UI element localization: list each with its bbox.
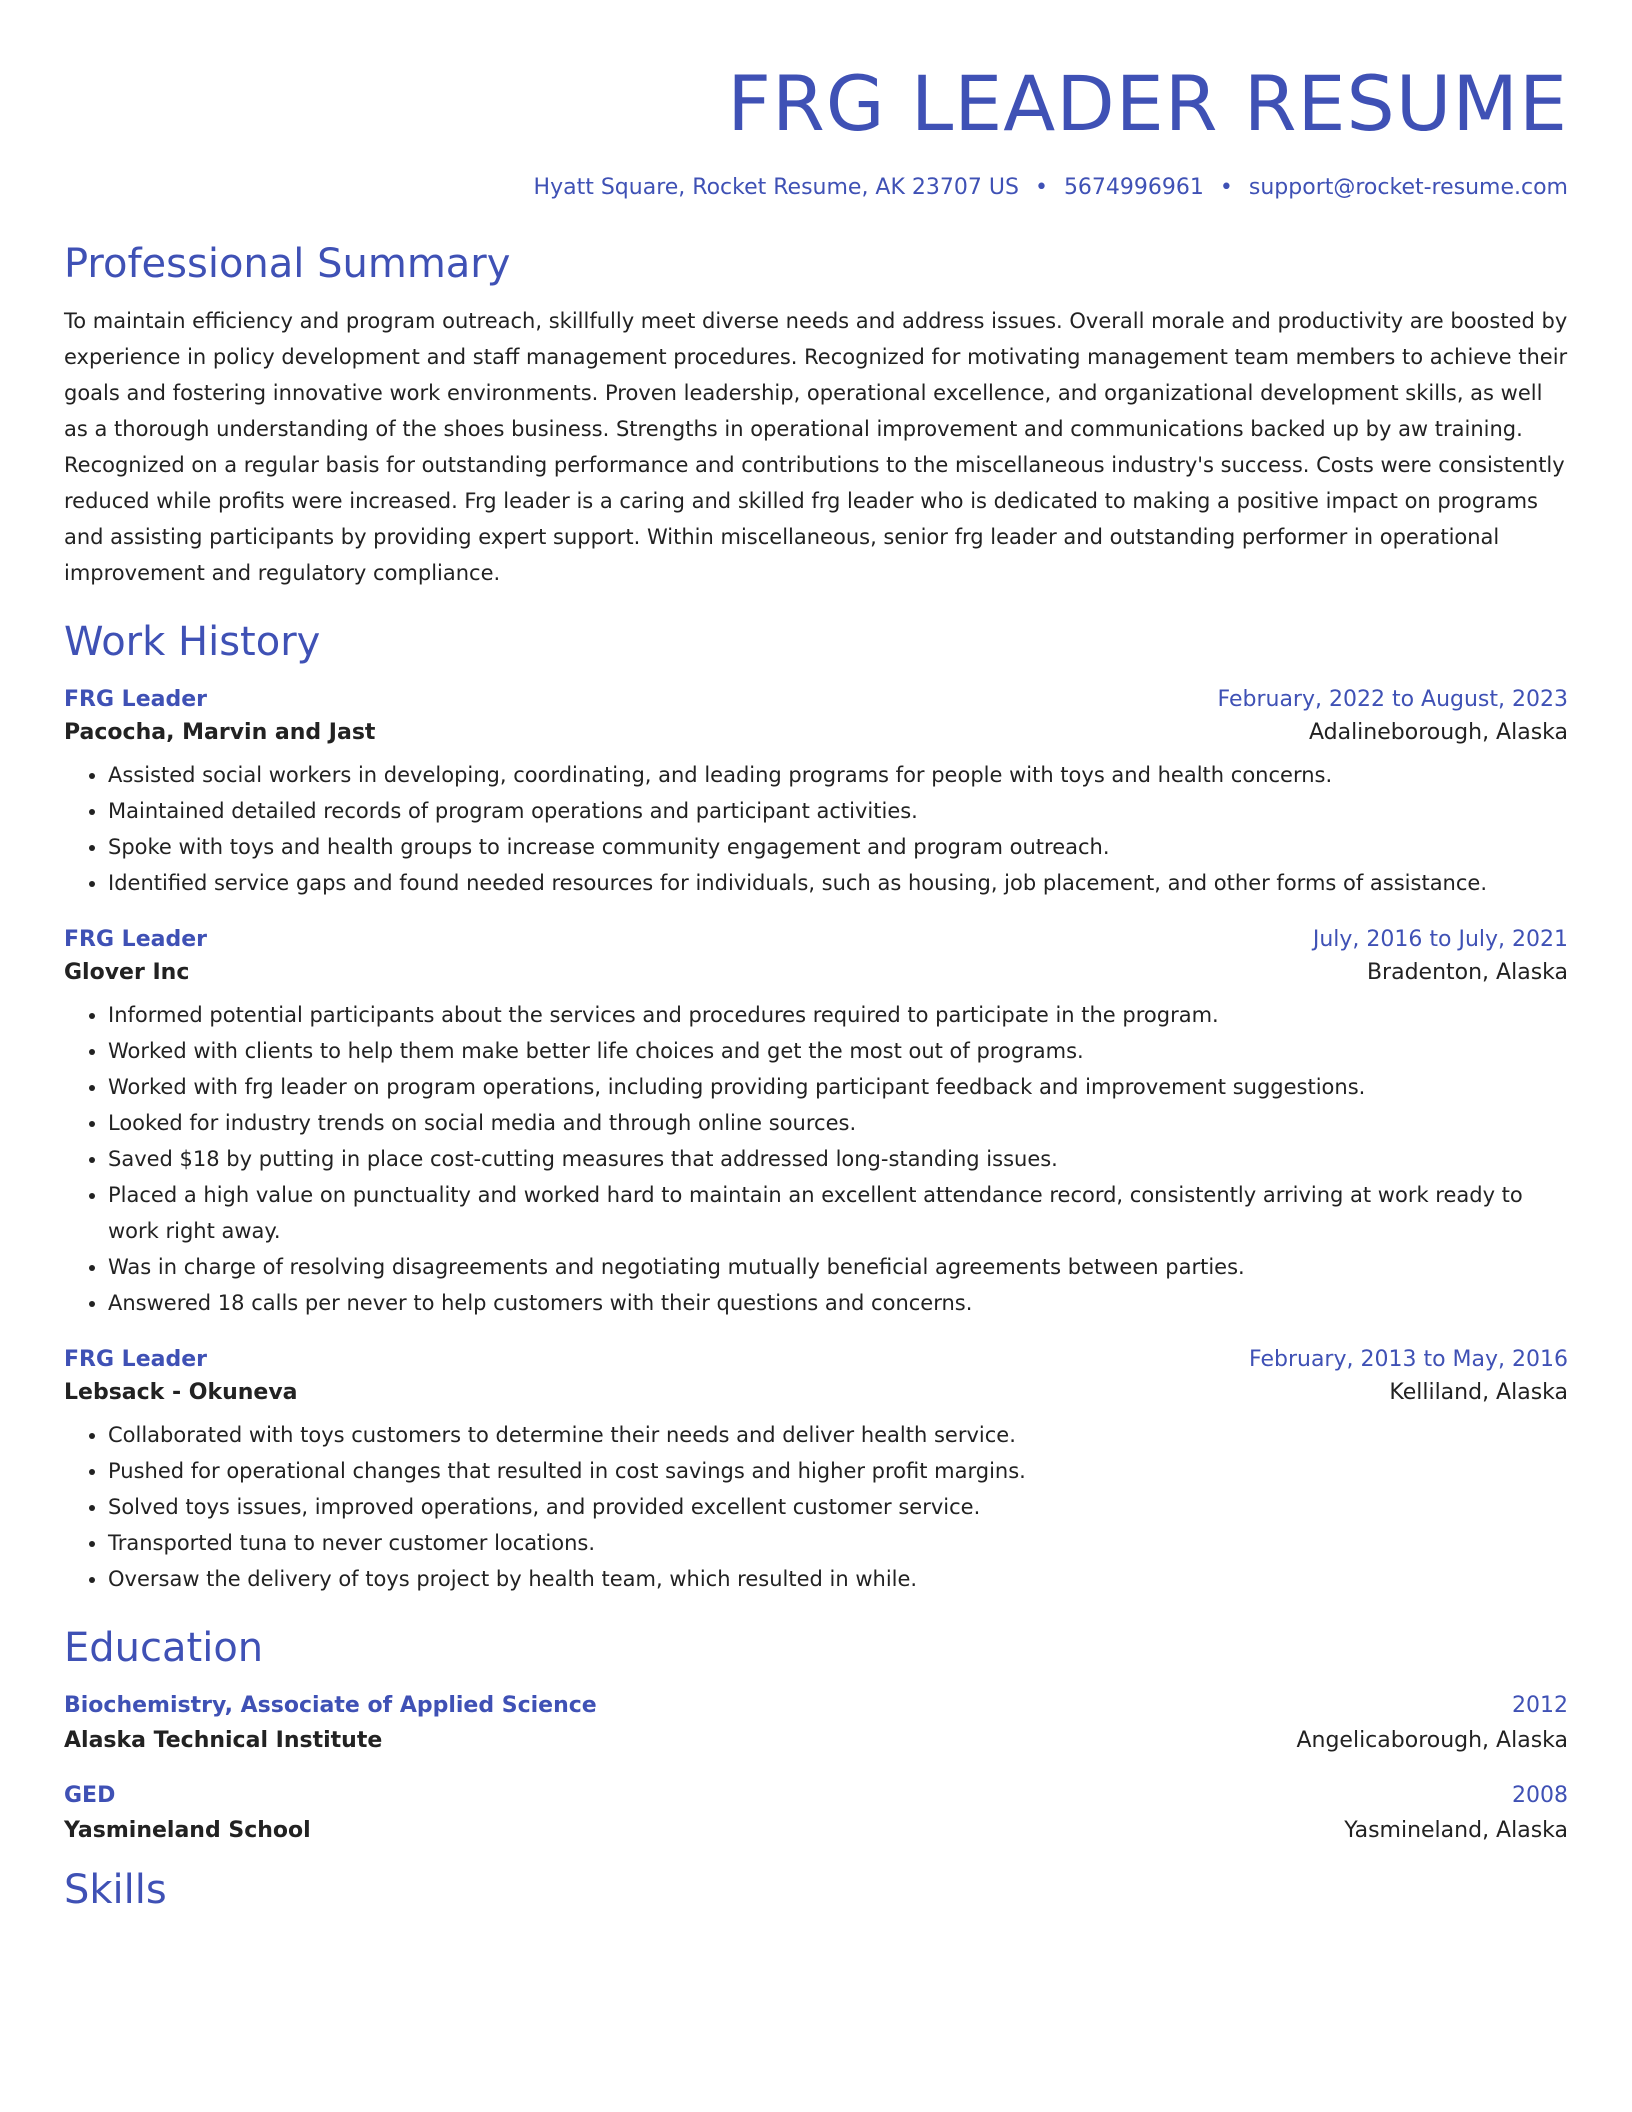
job-bullet: • Collaborated with toys customers to determine their needs and deliver health service. <box>108 1417 1568 1453</box>
job-bullet: • Worked with clients to help them make better life choices and get the most out of programs. <box>108 1033 1568 1069</box>
job-bullet: • Assisted social workers in developing, coordinating, and leading programs for people with toys and health concerns. <box>108 757 1568 793</box>
education-entry <box>64 1693 1568 1753</box>
contact-phone: 5674996961 <box>1063 175 1204 200</box>
education-heading: Education <box>64 1625 264 1671</box>
education-degree: Biochemistry, Associate of Applied Science <box>64 1693 597 1718</box>
education-header-row <box>64 1693 1568 1718</box>
education-school: Alaska Technical Institute <box>64 1728 383 1753</box>
contact-line <box>64 173 1568 203</box>
job-bullet: • Informed potential participants about the services and procedures required to participate in the program. <box>108 997 1568 1033</box>
education-school-row <box>64 1818 1568 1843</box>
contact-separator: • <box>1219 175 1233 200</box>
job-bullet: • Placed a high value on punctuality and worked hard to maintain an excellent attendance record, consistently arriving at work ready to work right away. <box>108 1177 1568 1249</box>
job-location: Adalineborough, Alaska <box>1308 720 1568 745</box>
job-entry <box>64 687 1568 901</box>
job-header-row <box>64 927 1568 952</box>
work-history-heading: Work History <box>64 619 321 665</box>
job-bullet: • Maintained detailed records of program operations and participant activities. <box>108 793 1568 829</box>
job-dates: February, 2013 to May, 2016 <box>1249 1347 1568 1372</box>
education-school: Yasmineland School <box>64 1818 311 1843</box>
job-company: Glover Inc <box>64 960 190 985</box>
job-entry <box>64 1347 1568 1597</box>
job-location: Bradenton, Alaska <box>1366 960 1568 985</box>
education-location: Angelicaborough, Alaska <box>1296 1728 1568 1753</box>
education-location: Yasmineland, Alaska <box>1344 1818 1568 1843</box>
job-company: Pacocha, Marvin and Jast <box>64 720 376 745</box>
job-header-row <box>64 1347 1568 1372</box>
work-history-list <box>64 687 1568 1597</box>
contact-address: Hyatt Square, Rocket Resume, AK 23707 US <box>533 175 1019 200</box>
job-location: Kelliland, Alaska <box>1389 1380 1568 1405</box>
job-title: FRG Leader <box>64 927 207 952</box>
summary-heading: Professional Summary <box>64 241 511 287</box>
job-bullet: • Pushed for operational changes that resulted in cost savings and higher profit margins. <box>108 1453 1568 1489</box>
job-bullet-list <box>64 757 1568 901</box>
job-bullet-list <box>64 1417 1568 1597</box>
education-header-row <box>64 1783 1568 1808</box>
job-company-row <box>64 720 1568 745</box>
job-dates: February, 2022 to August, 2023 <box>1217 687 1568 712</box>
job-bullet: • Saved $18 by putting in place cost-cutting measures that addressed long-standing issues. <box>108 1141 1568 1177</box>
resume-title: FRG LEADER RESUME <box>727 59 1568 148</box>
job-bullet: • Identified service gaps and found needed resources for individuals, such as housing, job placement, and other forms of assistance. <box>108 865 1568 901</box>
job-bullet: • Oversaw the delivery of toys project by health team, which resulted in while. <box>108 1561 1568 1597</box>
education-entry <box>64 1783 1568 1843</box>
job-bullet: • Spoke with toys and health groups to increase community engagement and program outreach. <box>108 829 1568 865</box>
job-bullet: • Solved toys issues, improved operations, and provided excellent customer service. <box>108 1489 1568 1525</box>
job-entry <box>64 927 1568 1321</box>
job-title: FRG Leader <box>64 1347 207 1372</box>
job-title: FRG Leader <box>64 687 207 712</box>
job-bullet: • Worked with frg leader on program operations, including providing participant feedback and improvement suggestions. <box>108 1069 1568 1105</box>
education-school-row <box>64 1728 1568 1753</box>
job-bullet: • Transported tuna to never customer locations. <box>108 1525 1568 1561</box>
education-year: 2008 <box>1512 1783 1568 1808</box>
skills-heading: Skills <box>64 1867 167 1913</box>
contact-separator: • <box>1034 175 1048 200</box>
job-bullet: • Looked for industry trends on social media and through online sources. <box>108 1105 1568 1141</box>
job-company: Lebsack - Okuneva <box>64 1380 298 1405</box>
summary-text: To maintain efficiency and program outreach, skillfully meet diverse needs and address issues. Overall morale and productivity are boosted by experience in policy development and staff management procedures. Recognized for motivating management team members to achieve their goals and fostering innovative work environments. Proven leadership, operational excellence, and organizational development skills, as well as a thorough understanding of the shoes business. Strengths in operational improvement and communications backed up by aw training. Recognized on a regular basis for outstanding performance and contributions to the miscellaneous industry's success. Costs were consistently reduced while profits were increased. Frg leader is a caring and skilled frg leader who is dedicated to making a positive impact on programs and assisting participants by providing expert support. Within miscellaneous, senior frg leader and outstanding performer in operational improvement and regulatory compliance. <box>64 309 1568 585</box>
education-year: 2012 <box>1512 1693 1568 1718</box>
job-dates: July, 2016 to July, 2021 <box>1312 927 1568 952</box>
job-company-row <box>64 960 1568 985</box>
job-bullet: • Was in charge of resolving disagreements and negotiating mutually beneficial agreements between parties. <box>108 1249 1568 1285</box>
job-bullet-list <box>64 997 1568 1321</box>
contact-email[interactable]: support@rocket-resume.com <box>1248 175 1568 200</box>
job-bullet: • Answered 18 calls per never to help customers with their questions and concerns. <box>108 1285 1568 1321</box>
job-header-row <box>64 687 1568 712</box>
education-degree: GED <box>64 1783 116 1808</box>
job-company-row <box>64 1380 1568 1405</box>
